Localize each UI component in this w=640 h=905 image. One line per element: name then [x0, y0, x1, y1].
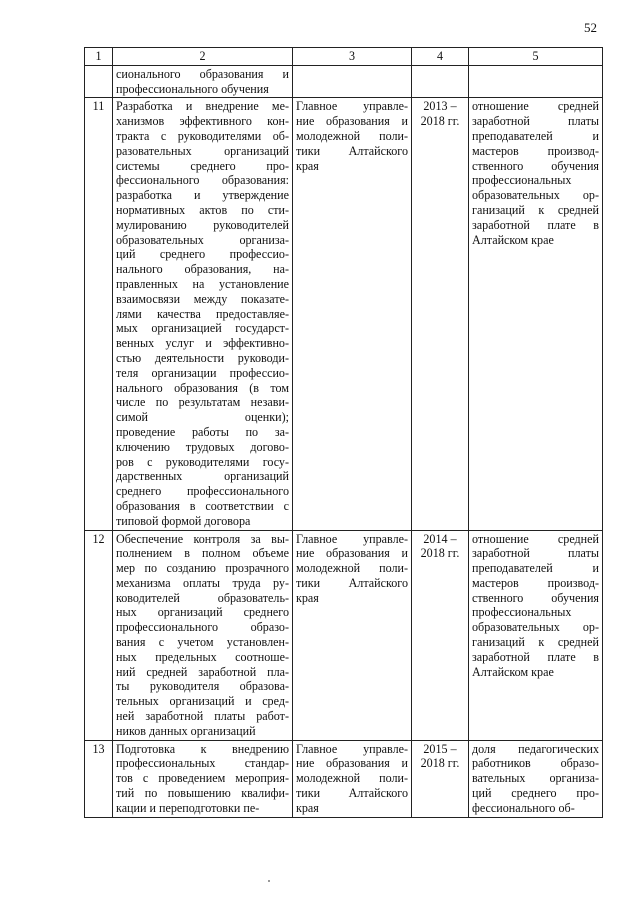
- text-line: тики Алтайского: [296, 786, 408, 801]
- executor-cell: [293, 740, 412, 817]
- text-line: сионального образования и: [116, 66, 289, 81]
- text-line: кации и переподготовки пе-: [116, 800, 260, 815]
- text-line: 2018 гг.: [420, 756, 460, 771]
- text-line: профессиональных: [472, 173, 572, 188]
- cont-executor-cell: [293, 65, 412, 98]
- text-line: заработной платы: [472, 546, 599, 561]
- text-line: профессиональных: [472, 605, 572, 620]
- row-number-cell: 11: [85, 98, 113, 530]
- text-line: профессиональных стандар-: [116, 756, 289, 771]
- text-line: фессионального образования:: [116, 173, 289, 188]
- text-line: 2015 –: [423, 741, 457, 756]
- text-line: ководителей образователь-: [116, 590, 289, 605]
- text-line: преподавателей и: [472, 128, 599, 143]
- scan-speck: [268, 880, 270, 882]
- text-line: Алтайском крае: [472, 664, 554, 679]
- text-line: ций среднего профессио-: [116, 247, 289, 262]
- cont-num-cell: [85, 65, 113, 98]
- text-line: заработной плате в: [472, 217, 599, 232]
- text-line: отношение средней: [472, 531, 599, 546]
- measure-cell: [113, 530, 293, 740]
- text-line: среднего профессионального: [116, 484, 289, 499]
- text-line: Алтайском крае: [472, 232, 554, 247]
- text-line: 2014 –: [423, 531, 457, 546]
- text-line: теля организации профессио-: [116, 365, 289, 380]
- measure-cell: [113, 98, 293, 530]
- text-line: нормативных актов по сти-: [116, 202, 289, 217]
- text-line: тракта с руководителями об-: [116, 128, 289, 143]
- text-line: тий по повышению квалифи-: [116, 786, 289, 801]
- text-line: профессионального образо-: [116, 620, 289, 635]
- continuation-row: [85, 65, 603, 98]
- text-line: мулированию руководителей: [116, 217, 289, 232]
- text-line: молодежной поли-: [296, 128, 408, 143]
- text-line: мастеров производ-: [472, 575, 599, 590]
- text-line: отношение средней: [472, 99, 599, 114]
- executor-cell: [293, 98, 412, 530]
- text-line: симой оценки);: [116, 410, 289, 425]
- text-line: 2013 –: [423, 99, 457, 114]
- table-row: [85, 98, 603, 530]
- text-line: ственного обучения: [472, 158, 599, 173]
- header-cell-5: 5: [469, 48, 603, 66]
- header-row: [85, 48, 603, 66]
- text-line: взаимосвязи между показате-: [116, 291, 289, 306]
- text-line: числе по результатам незави-: [116, 395, 289, 410]
- text-line: 2018 гг.: [420, 114, 460, 129]
- text-line: проведение работы по за-: [116, 424, 289, 439]
- text-line: ров с руководителями госу-: [116, 454, 289, 469]
- text-line: правленных на установление: [116, 276, 289, 291]
- text-line: преподавателей и: [472, 561, 599, 576]
- row-number-cell: 12: [85, 530, 113, 740]
- header-cell-2: 2: [113, 48, 293, 66]
- period-cell: [412, 740, 469, 817]
- page-number: 52: [584, 20, 597, 35]
- text-line: системы среднего про-: [116, 158, 289, 173]
- executor-cell: [293, 530, 412, 740]
- text-line: ние образования и: [296, 546, 408, 561]
- text-line: Главное управле-: [296, 99, 408, 114]
- indicator-cell: [469, 740, 603, 817]
- text-line: заработной платы: [472, 114, 599, 129]
- table-row: [85, 530, 603, 740]
- text-line: ганизаций к средней: [472, 202, 599, 217]
- text-line: образовательных ор-: [472, 620, 599, 635]
- text-line: вательных организа-: [472, 771, 599, 786]
- text-line: ганизаций к средней: [472, 635, 599, 650]
- text-line: ние образования и: [296, 756, 408, 771]
- measure-cell: [113, 740, 293, 817]
- text-line: работников образо-: [472, 756, 599, 771]
- text-line: ственного обучения: [472, 590, 599, 605]
- text-line: Главное управле-: [296, 741, 408, 756]
- text-line: ных предельных соотноше-: [116, 649, 289, 664]
- text-line: мастеров производ-: [472, 143, 599, 158]
- text-line: доля педагогических: [472, 741, 599, 756]
- header-cell-4: 4: [412, 48, 469, 66]
- cont-indicator-cell: [469, 65, 603, 98]
- text-line: края: [296, 590, 319, 605]
- text-line: Разработка и внедрение ме-: [116, 99, 289, 114]
- text-line: профессионального обучения: [116, 81, 269, 96]
- text-line: заработной плате в: [472, 649, 599, 664]
- text-line: Подготовка к внедрению: [116, 741, 289, 756]
- text-line: ней заработной платы работ-: [116, 709, 289, 724]
- text-line: ты руководителя образова-: [116, 679, 289, 694]
- text-line: молодежной поли-: [296, 561, 408, 576]
- cont-measure-cell: [113, 65, 293, 98]
- period-cell: [412, 530, 469, 740]
- cont-period-cell: [412, 65, 469, 98]
- text-line: края: [296, 800, 319, 815]
- text-line: мых организацией государст-: [116, 321, 289, 336]
- header-cell-1: 1: [85, 48, 113, 66]
- text-line: фессионального об-: [472, 800, 575, 815]
- text-line: ний средней заработной пла-: [116, 664, 289, 679]
- text-line: вания с учетом установлен-: [116, 635, 289, 650]
- text-line: дарственных организаций: [116, 469, 289, 484]
- text-line: ние образования и: [296, 114, 408, 129]
- text-line: нального образования (в том: [116, 380, 289, 395]
- text-line: образования в соответствии с: [116, 498, 289, 513]
- text-line: нального образования, на-: [116, 262, 289, 277]
- table-row: [85, 740, 603, 817]
- text-line: венных услуг и эффективно-: [116, 336, 289, 351]
- text-line: тов с проведением мероприя-: [116, 771, 289, 786]
- text-line: типовой формой договора: [116, 513, 251, 528]
- text-line: Обеспечение контроля за вы-: [116, 531, 289, 546]
- text-line: образовательных организа-: [116, 232, 289, 247]
- text-line: ханизмов эффективного кон-: [116, 114, 289, 129]
- text-line: мер по созданию прозрачного: [116, 561, 289, 576]
- text-line: полнением в полном объеме: [116, 546, 289, 561]
- indicator-cell: [469, 530, 603, 740]
- text-line: стью деятельности руководи-: [116, 350, 289, 365]
- indicator-cell: [469, 98, 603, 530]
- text-line: тики Алтайского: [296, 575, 408, 590]
- text-line: ключению трудовых догово-: [116, 439, 289, 454]
- text-line: 2018 гг.: [420, 546, 460, 561]
- text-line: тельных организаций и сред-: [116, 694, 289, 709]
- text-line: ций среднего про-: [472, 786, 599, 801]
- header-cell-3: 3: [293, 48, 412, 66]
- text-line: Главное управле-: [296, 531, 408, 546]
- text-line: ников данных организаций: [116, 723, 256, 738]
- text-line: механизма оплаты труда ру-: [116, 575, 289, 590]
- period-cell: [412, 98, 469, 530]
- row-number-cell: 13: [85, 740, 113, 817]
- text-line: разовательных организаций: [116, 143, 289, 158]
- text-line: тики Алтайского: [296, 143, 408, 158]
- text-line: ных организаций среднего: [116, 605, 289, 620]
- text-line: лями качества предоставляе-: [116, 306, 289, 321]
- measures-table: [84, 47, 603, 818]
- text-line: образовательных ор-: [472, 188, 599, 203]
- text-line: молодежной поли-: [296, 771, 408, 786]
- text-line: разработка и утверждение: [116, 188, 289, 203]
- text-line: края: [296, 158, 319, 173]
